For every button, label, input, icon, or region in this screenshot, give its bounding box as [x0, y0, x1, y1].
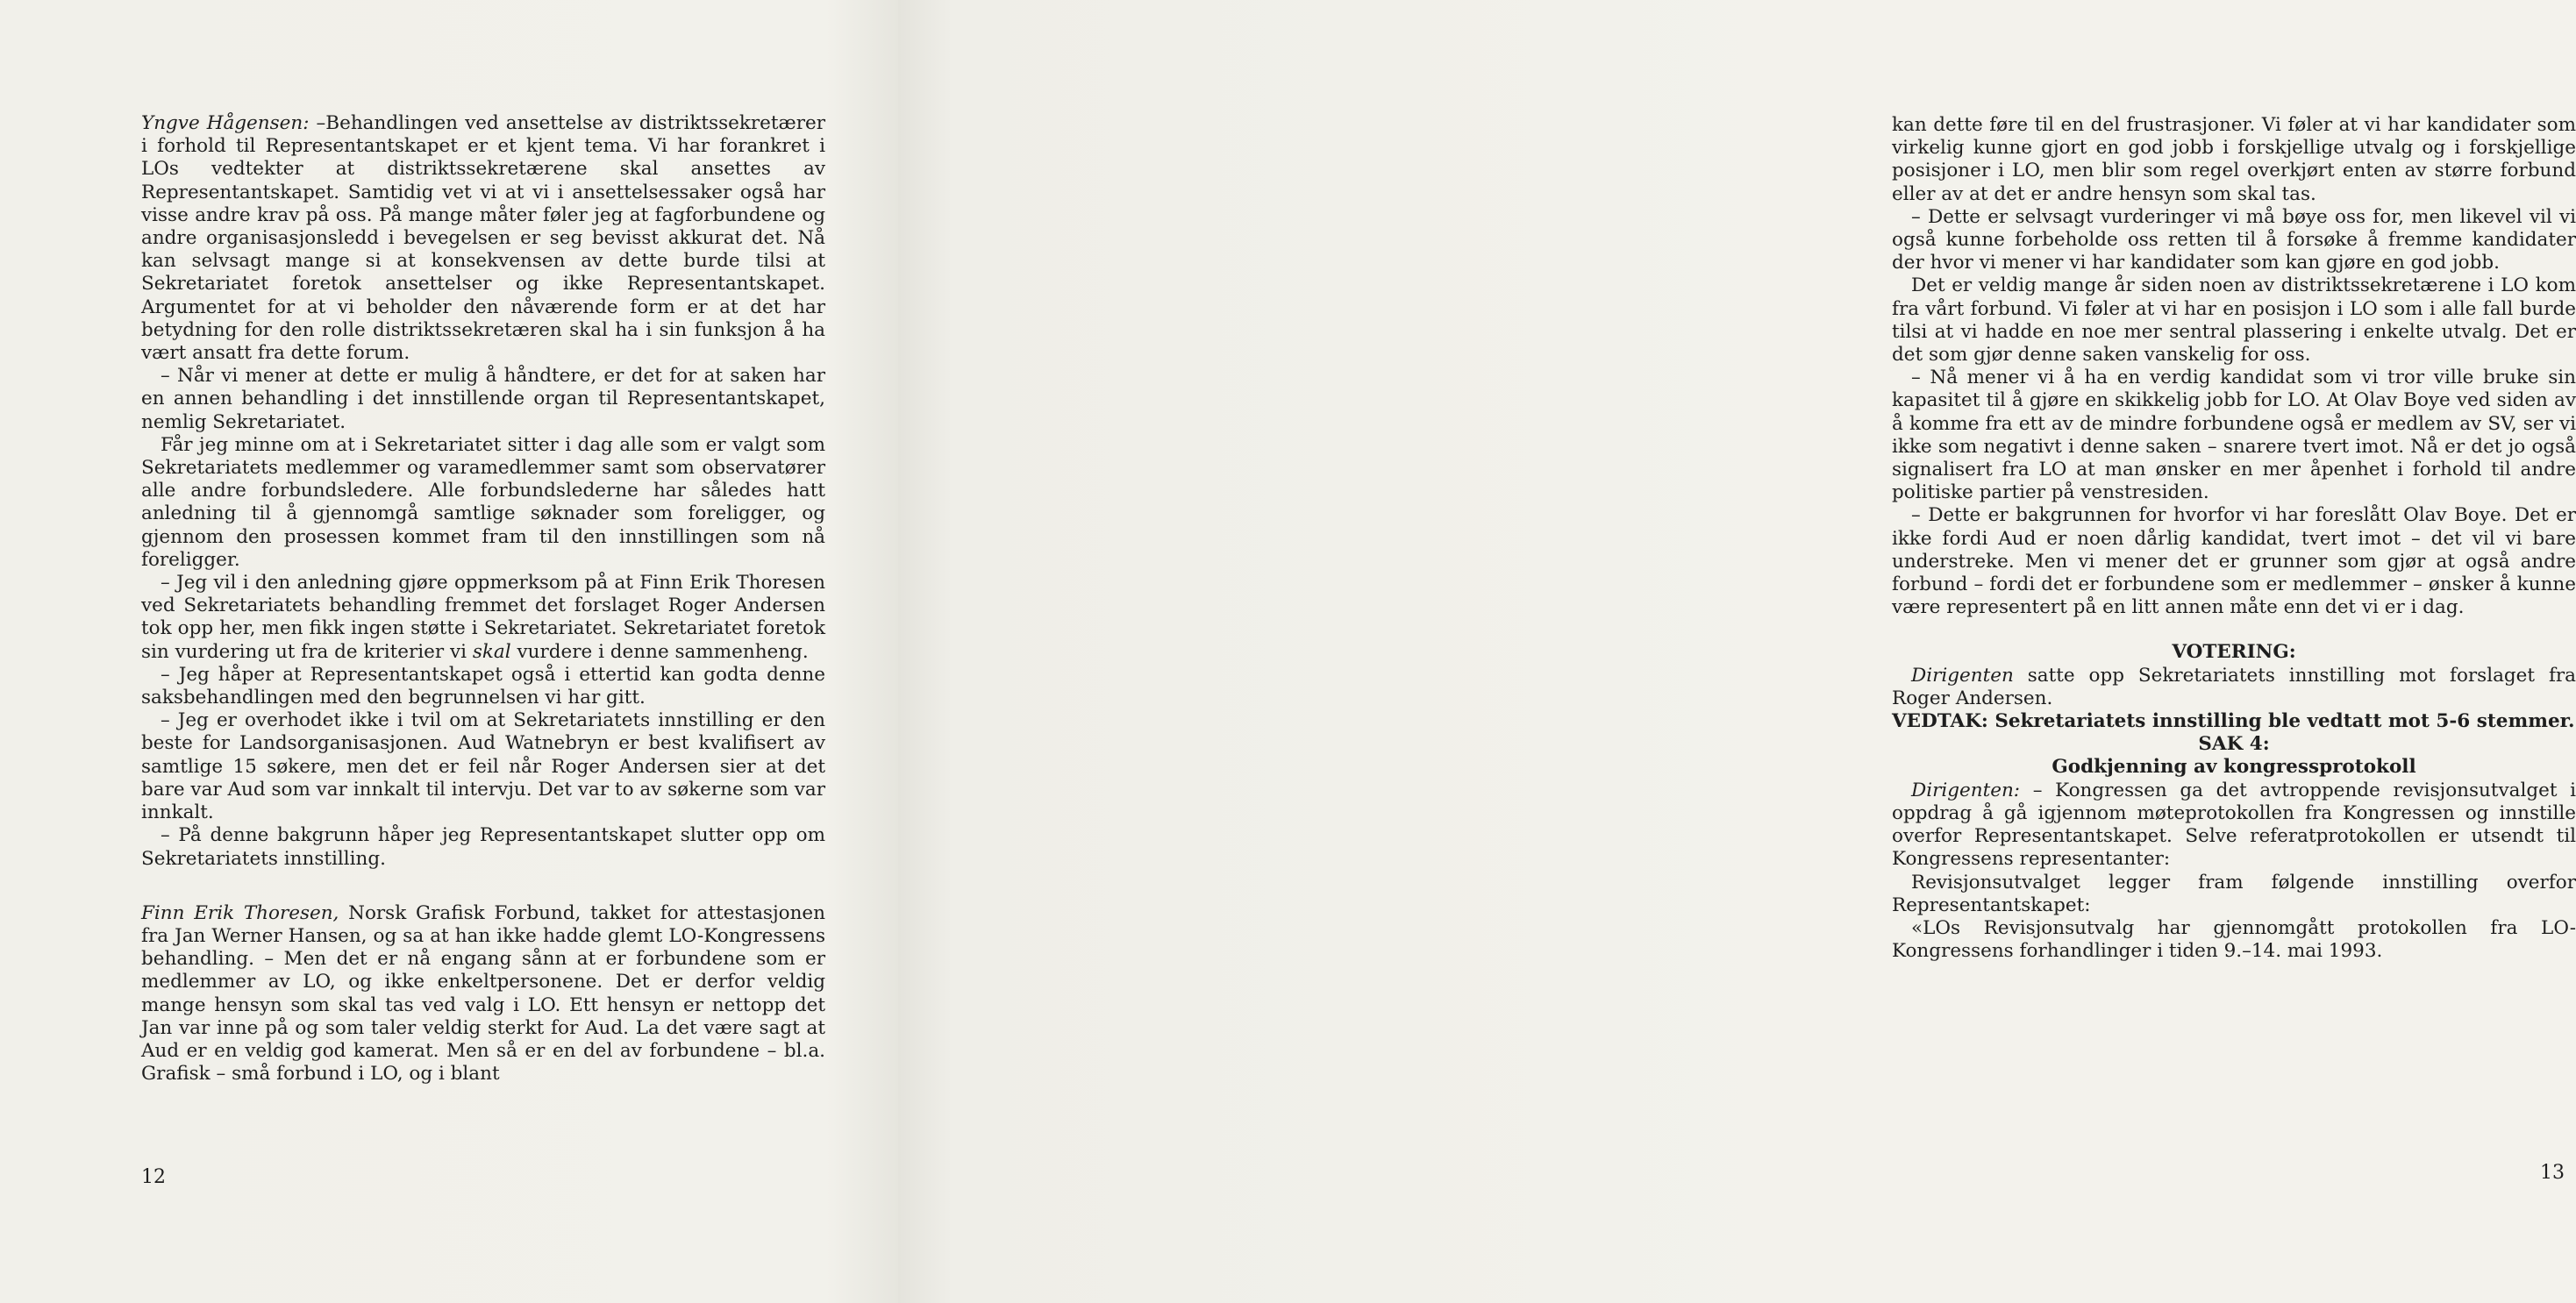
paragraph: – Jeg håper at Representantskapet også i ettertid kan godta denne saksbehandlingen med den begrunnelsen vi har gitt. — [141, 663, 825, 709]
speaker-name: Dirigenten: — [1911, 779, 2021, 801]
right-page — [898, 0, 2576, 1303]
paragraph: – Nå mener vi å ha en verdig kandidat som vi tror ville bruke sin kapasitet til å gjøre en skikkelig jobb for LO. At Olav Boye ved siden av å komme fra ett av de mindre forbundene også er medlem av SV, ser vi ikke som negativt i denne saken – snarere tvert imot. Nå er det jo også signalisert fra LO at man ønsker en mer åpenhet i forhold til andre politiske partier på venstresiden. — [1892, 367, 2576, 504]
paragraph: kan dette føre til en del frustrasjoner. Vi føler at vi har kandidater som virkelig kunne gjort en god jobb i forskjellige utvalg og i forskjellige posisjoner i LO, men blir som regel overkjørt enten av større forbund eller av at det er andre hensyn som skal tas. — [1892, 114, 2576, 205]
vedtak-resolution: VEDTAK: Sekretariatets innstilling ble vedtatt mot 5-6 stemmer. — [1892, 710, 2575, 733]
speaker-name: Finn Erik Thoresen, — [141, 901, 339, 924]
paragraph: – Jeg vil i den anledning gjøre oppmerksom på at Finn Erik Thoresen ved Sekretariatets behandling fremmet det forslaget Roger Andersen tok opp her, men fikk ingen støtte i Sekretariatet. Sekretariatet foretok sin vurdering ut fra de kriterier vi skal vurdere i denne sammenheng. — [141, 572, 825, 663]
paragraph: – Når vi mener at dette er mulig å håndtere, er det for at saken har en annen behandling i det innstillende organ til Representantskapet, nemlig Sekretariatet. — [141, 365, 825, 433]
paragraph: «LOs Revisjonsutvalg har gjennomgått protokollen fra LO-Kongressens forhandlinger i tiden 9.–14. mai 1993. — [1892, 916, 2576, 963]
paragraph: – Dette er bakgrunnen for hvorfor vi har foreslått Olav Boye. Det er ikke fordi Aud er noen dårlig kandidat, tvert imot – det vil vi bare understreke. Men vi mener det er grunner som gjør at også andre forbund – fordi det er forbundene som er medlemmer – ønsker å kunne være representert på en litt annen måte enn det vi er i dag. — [1892, 504, 2576, 619]
emphasis: skal — [472, 640, 511, 663]
paragraph: – På denne bakgrunn håper jeg Representantskapet slutter opp om Sekretariatets innstilling. — [141, 824, 825, 870]
sak-title: Godkjenning av kongressprotokoll — [2052, 756, 2416, 779]
paragraph: Finn Erik Thoresen, Norsk Grafisk Forbund, takket for attestasjonen fra Jan Werner Hansen, og sa at han ikke hadde glemt LO-Kongressens behandling. – Men det er nå engang sånn at er forbundene som er medlemmer av LO, og ikke enkeltpersonene. Det er derfor veldig mange hensyn som skal tas ved valg i LO. Ett hensyn er nettopp det Jan var inne på og som taler veldig sterkt for Aud. La det være sagt at Aud er en veldig god kamerat. Men så er en del av forbundene – bl.a. Grafisk – små forbund i LO, og i blant — [141, 901, 825, 1086]
left-page-text — [141, 112, 825, 1086]
paragraph: – Jeg er overhodet ikke i tvil om at Sekretariatets innstilling er den beste for Landsorganisasjonen. Aud Watnebryn er best kvalifisert av samtlige 15 søkere, men det er feil når Roger Andersen sier at det bare var Aud som var innkalt til intervju. Det var to av søkerne som var innkalt. — [141, 709, 826, 824]
paragraph: Det er veldig mange år siden noen av distriktssekretærene i LO kom fra vårt forbund. Vi føler at vi har en posisjon i LO som i alle fall burde tilsi at vi hadde en noe mer sentral plassering i enkelte utvalg. Det er det som gjør denne saken vanskelig for oss. — [1892, 274, 2576, 367]
paragraph: Revisjonsutvalget legger fram følgende innstilling overfor Representantskapet: — [1892, 871, 2576, 916]
left-page — [0, 0, 898, 1303]
paragraph: – Dette er selvsagt vurderinger vi må bøye oss for, men likevel vil vi også kunne forbeholde oss retten til å forsøke å fremme kandidater der hvor vi mener vi har kandidater som kan gjøre en god jobb. — [1892, 205, 2576, 274]
votering-heading: VOTERING: — [2172, 641, 2296, 664]
page-number: 13 — [2540, 1162, 2565, 1184]
paragraph: Yngve Hågensen: –Behandlingen ved ansettelse av distriktssekretærer i forhold til Representantskapet er et kjent tema. Vi har forankret i LOs vedtekter at distriktssekretærene skal ansettes av Representantskapet. Samtidig vet vi at vi i ansettelsessaker også har visse andre krav på oss. På mange måter føler jeg at fagforbundene og andre organisasjonsledd i bevegelsen er seg bevisst akkurat det. Nå kan selvsagt mange si at konsekvensen av dette burde tilsi at Sekretariatet foretok ansettelser og ikke Representantskapet. Argumentet for at vi beholder den nåværende form er at det har betydning for den rolle distriktssekretæren skal ha i sin funksjon å ha vært ansatt fra dette forum. — [141, 112, 825, 365]
paragraph: Får jeg minne om at i Sekretariatet sitter i dag alle som er valgt som Sekretariatets medlemmer og varamedlemmer samt som observatører alle andre forbundsledere. Alle forbundslederne har således hatt anledning til å gjennomgå samtlige søknader som foreligger, og gjennom den prosessen kommet fram til den innstillingen som nå foreligger. — [141, 433, 825, 571]
page-number: 12 — [141, 1166, 166, 1188]
sak-heading: SAK 4: — [2198, 733, 2270, 756]
speaker-name: Yngve Hågensen: — [141, 112, 310, 134]
speaker-name: Dirigenten — [1911, 664, 2014, 687]
right-page-text — [1892, 114, 2576, 963]
paragraph: Dirigenten: – Kongressen ga det avtroppende revisjonsutvalget i oppdrag å gå igjennom møteprotokollen fra Kongressen og innstille overfor Representantskapet. Selve referatprotokollen er utsendt til Kongressens representanter: — [1892, 779, 2576, 871]
votering-paragraph: Dirigenten satte opp Sekretariatets innstilling mot forslaget fra Roger Andersen. — [1892, 664, 2576, 709]
